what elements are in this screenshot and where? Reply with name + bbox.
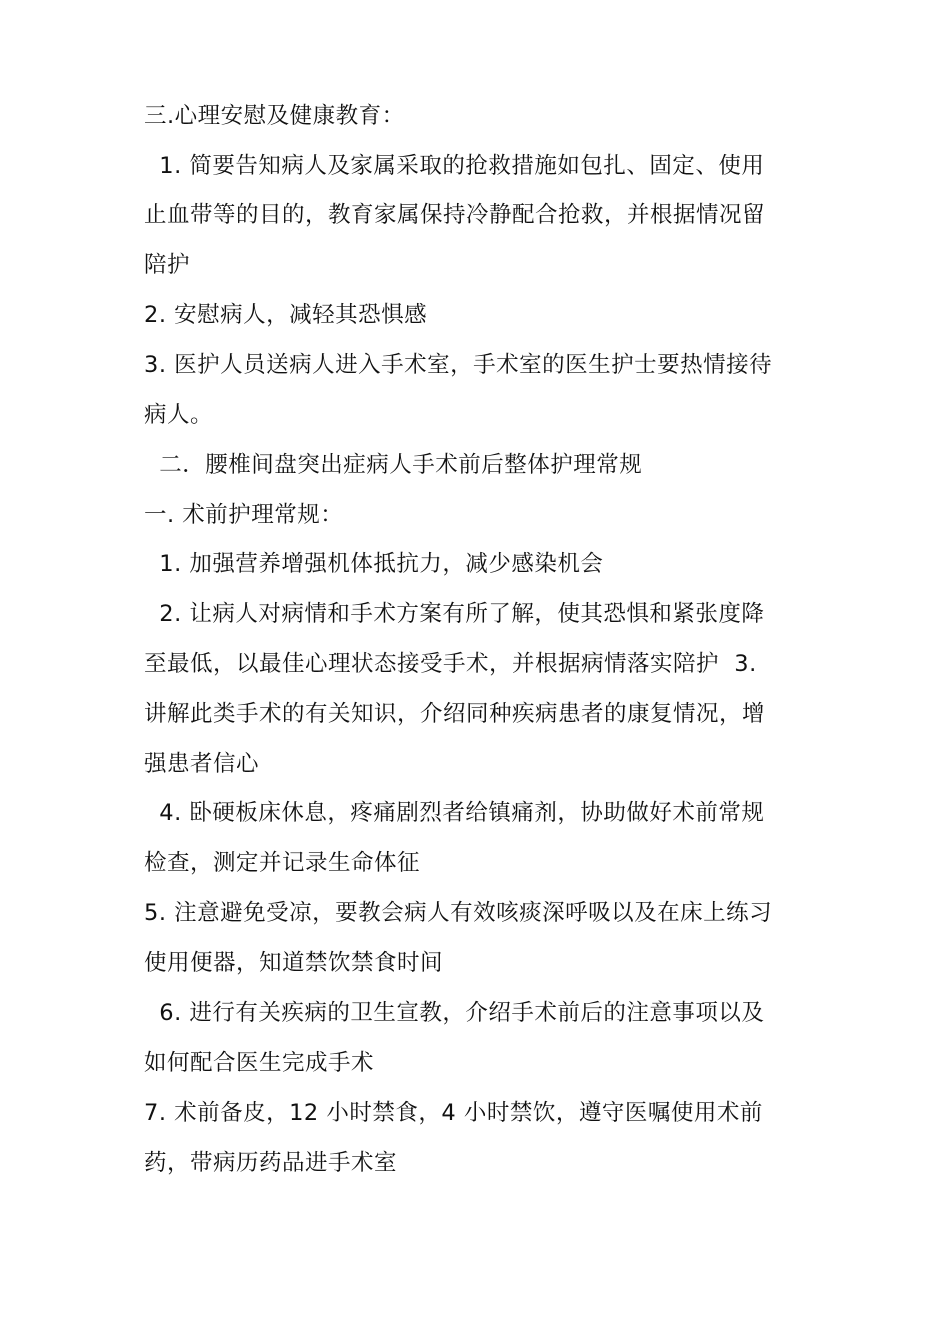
text-line: 检查，测定并记录生命体征 bbox=[144, 850, 421, 876]
text-line: 6. 进行有关疾病的卫生宣教，介绍手术前后的注意事项以及 bbox=[144, 1000, 765, 1026]
text-line: 2. 让病人对病情和手术方案有所了解，使其恐惧和紧张度降 bbox=[144, 601, 765, 627]
text-line: 如何配合医生完成手术 bbox=[144, 1050, 375, 1076]
text-line: 7. 术前备皮，12 小时禁食，4 小时禁饮，遵守医嘱使用术前 bbox=[144, 1100, 763, 1126]
section-heading-lumbar-disc: 二．腰椎间盘突出症病人手术前后整体护理常规 bbox=[144, 452, 643, 478]
text-line: 至最低，以最佳心理状态接受手术，并根据病情落实陪护 3. bbox=[144, 651, 757, 677]
subsection-heading-preop-care: 一. 术前护理常规： bbox=[144, 502, 344, 528]
text-line: 1. 加强营养增强机体抵抗力，减少感染机会 bbox=[144, 551, 604, 577]
text-line: 陪护 bbox=[144, 252, 191, 278]
text-line: 2. 安慰病人，减轻其恐惧感 bbox=[144, 302, 428, 328]
section-heading-psychological-care: 三.心理安慰及健康教育： bbox=[144, 103, 405, 129]
text-line: 强患者信心 bbox=[144, 751, 260, 777]
text-line: 4. 卧硬板床休息，疼痛剧烈者给镇痛剂，协助做好术前常规 bbox=[144, 800, 765, 826]
text-line: 1. 简要告知病人及家属采取的抢救措施如包扎、固定、使用 bbox=[144, 153, 765, 179]
text-line: 药，带病历药品进手术室 bbox=[144, 1150, 398, 1176]
text-line: 5. 注意避免受凉，要教会病人有效咳痰深呼吸以及在床上练习 bbox=[144, 900, 773, 926]
text-line: 使用便器，知道禁饮禁食时间 bbox=[144, 950, 444, 976]
text-line: 讲解此类手术的有关知识，介绍同种疾病患者的康复情况，增 bbox=[144, 701, 766, 727]
text-line: 病人。 bbox=[144, 402, 214, 428]
text-line: 3. 医护人员送病人进入手术室，手术室的医生护士要热情接待 bbox=[144, 352, 773, 378]
text-line: 止血带等的目的，教育家属保持冷静配合抢救，并根据情况留 bbox=[144, 202, 766, 228]
